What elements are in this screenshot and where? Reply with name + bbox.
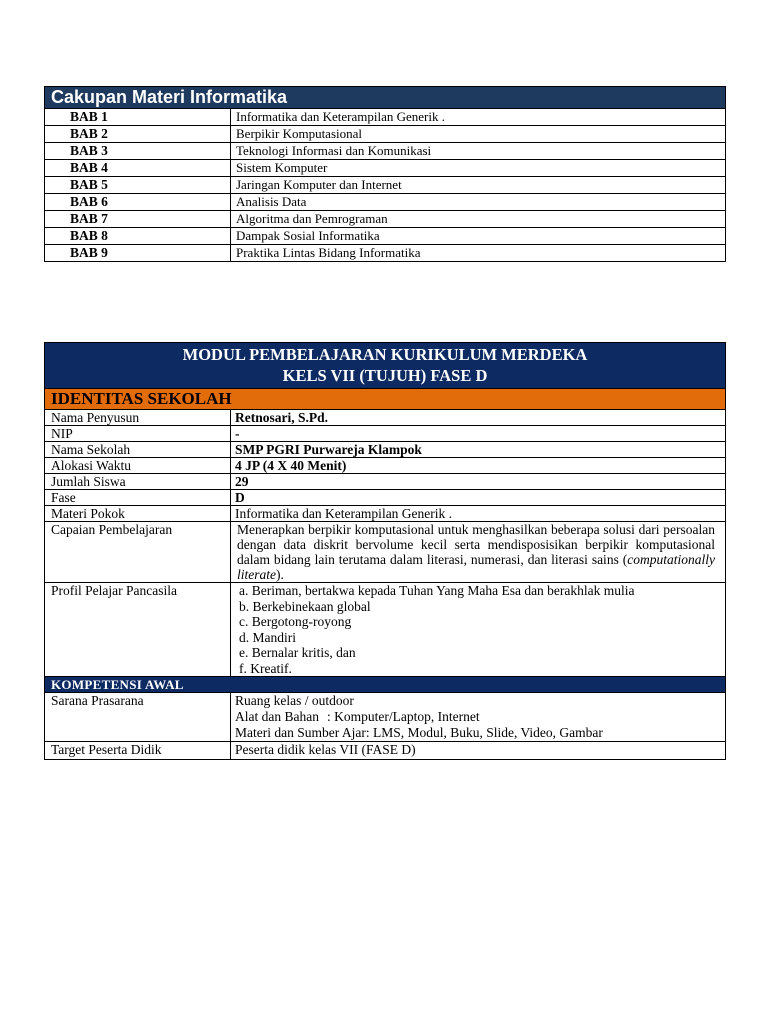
profil-list [231, 583, 726, 677]
table-row [45, 211, 726, 228]
field-label: Jumlah Siswa [45, 474, 231, 490]
table-row [45, 177, 726, 194]
table-row [45, 442, 726, 458]
bab-label: BAB 2 [45, 126, 231, 143]
kompetensi-heading-row [45, 677, 726, 693]
table-row [45, 109, 726, 126]
sarana-line: Materi dan Sumber Ajar: LMS, Modul, Buku, Slide, Video, Gambar [235, 725, 603, 740]
field-value: 4 JP (4 X 40 Menit) [231, 458, 726, 474]
table-row [45, 474, 726, 490]
field-label: NIP [45, 426, 231, 442]
capaian-body: Menerapkan berpikir komputasional untuk menghasilkan beberapa solusi dari persoalan dengan data diskrit bervolume kecil serta mendisposisikan berpikir komputasional dalam bidang lain terutama dalam literasi, numerasi, dan literasi sains ( [237, 522, 715, 567]
bab-label: BAB 5 [45, 177, 231, 194]
field-label: Sarana Prasarana [45, 693, 231, 742]
table-row [45, 583, 726, 677]
field-label: Nama Penyusun [45, 410, 231, 426]
alat-label: Alat dan Bahan [235, 709, 319, 724]
bab-label: BAB 6 [45, 194, 231, 211]
list-item: d. Mandiri [239, 629, 296, 645]
field-label: Materi Pokok [45, 506, 231, 522]
modul-title-line2: KELS VII (TUJUH) FASE D [282, 366, 488, 385]
table-row [45, 506, 726, 522]
bab-topic: Sistem Komputer [231, 160, 726, 177]
field-value: Retnosari, S.Pd. [231, 410, 726, 426]
field-value: SMP PGRI Purwareja Klampok [231, 442, 726, 458]
bab-topic: Algoritma dan Pemrograman [231, 211, 726, 228]
bab-label: BAB 7 [45, 211, 231, 228]
field-value: 29 [231, 474, 726, 490]
bab-label: BAB 1 [45, 109, 231, 126]
materi-table-title: Cakupan Materi Informatika [45, 87, 726, 109]
table-row [45, 143, 726, 160]
kompetensi-heading: KOMPETENSI AWAL [45, 677, 726, 693]
table-row [45, 522, 726, 583]
table-row [45, 458, 726, 474]
modul-title [45, 343, 726, 389]
table-row [45, 426, 726, 442]
sarana-line: Ruang kelas / outdoor [235, 693, 354, 708]
table-row [45, 742, 726, 760]
bab-label: BAB 3 [45, 143, 231, 160]
capaian-italic: computationally literate [237, 552, 715, 582]
bab-topic: Berpikir Komputasional [231, 126, 726, 143]
field-value: - [231, 426, 726, 442]
list-item: f. Kreatif. [239, 660, 292, 676]
field-value: D [231, 490, 726, 506]
bab-topic: Teknologi Informasi dan Komunikasi [231, 143, 726, 160]
field-label: Fase [45, 490, 231, 506]
bab-topic: Analisis Data [231, 194, 726, 211]
bab-label: BAB 8 [45, 228, 231, 245]
list-item: a. Beriman, bertakwa kepada Tuhan Yang Maha Esa dan berakhlak mulia [239, 583, 635, 598]
materi-table [44, 86, 726, 262]
field-value: Peserta didik kelas VII (FASE D) [231, 742, 726, 760]
table-row [45, 410, 726, 426]
table-row [45, 194, 726, 211]
table-row [45, 245, 726, 262]
capaian-end: ). [276, 567, 284, 582]
sarana-line [235, 709, 725, 725]
modul-title-line1: MODUL PEMBELAJARAN KURIKULUM MERDEKA [182, 345, 588, 364]
identitas-heading-row [45, 389, 726, 410]
field-label: Alokasi Waktu [45, 458, 231, 474]
list-item: e. Bernalar kritis, dan [239, 645, 356, 660]
modul-title-row [45, 343, 726, 389]
table-row [45, 693, 726, 742]
materi-table-header [45, 87, 726, 109]
bab-topic: Praktika Lintas Bidang Informatika [231, 245, 726, 262]
list-item: c. Bergotong-royong [239, 614, 352, 629]
field-label: Capaian Pembelajaran [45, 522, 231, 583]
bab-topic: Dampak Sosial Informatika [231, 228, 726, 245]
table-row [45, 228, 726, 245]
alat-value: : Komputer/Laptop, Internet [327, 709, 480, 724]
field-label: Target Peserta Didik [45, 742, 231, 760]
sarana-value [231, 693, 726, 742]
field-label: Profil Pelajar Pancasila [45, 583, 231, 677]
list-item: b. Berkebinekaan global [239, 598, 371, 614]
bab-topic: Jaringan Komputer dan Internet [231, 177, 726, 194]
bab-label: BAB 9 [45, 245, 231, 262]
field-label: Nama Sekolah [45, 442, 231, 458]
field-value: Informatika dan Keterampilan Generik . [231, 506, 726, 522]
capaian-text [231, 522, 726, 583]
modul-table [44, 342, 726, 760]
identitas-heading: IDENTITAS SEKOLAH [45, 389, 726, 410]
bab-topic: Informatika dan Keterampilan Generik . [231, 109, 726, 126]
table-row [45, 490, 726, 506]
bab-label: BAB 4 [45, 160, 231, 177]
table-row [45, 160, 726, 177]
table-row [45, 126, 726, 143]
